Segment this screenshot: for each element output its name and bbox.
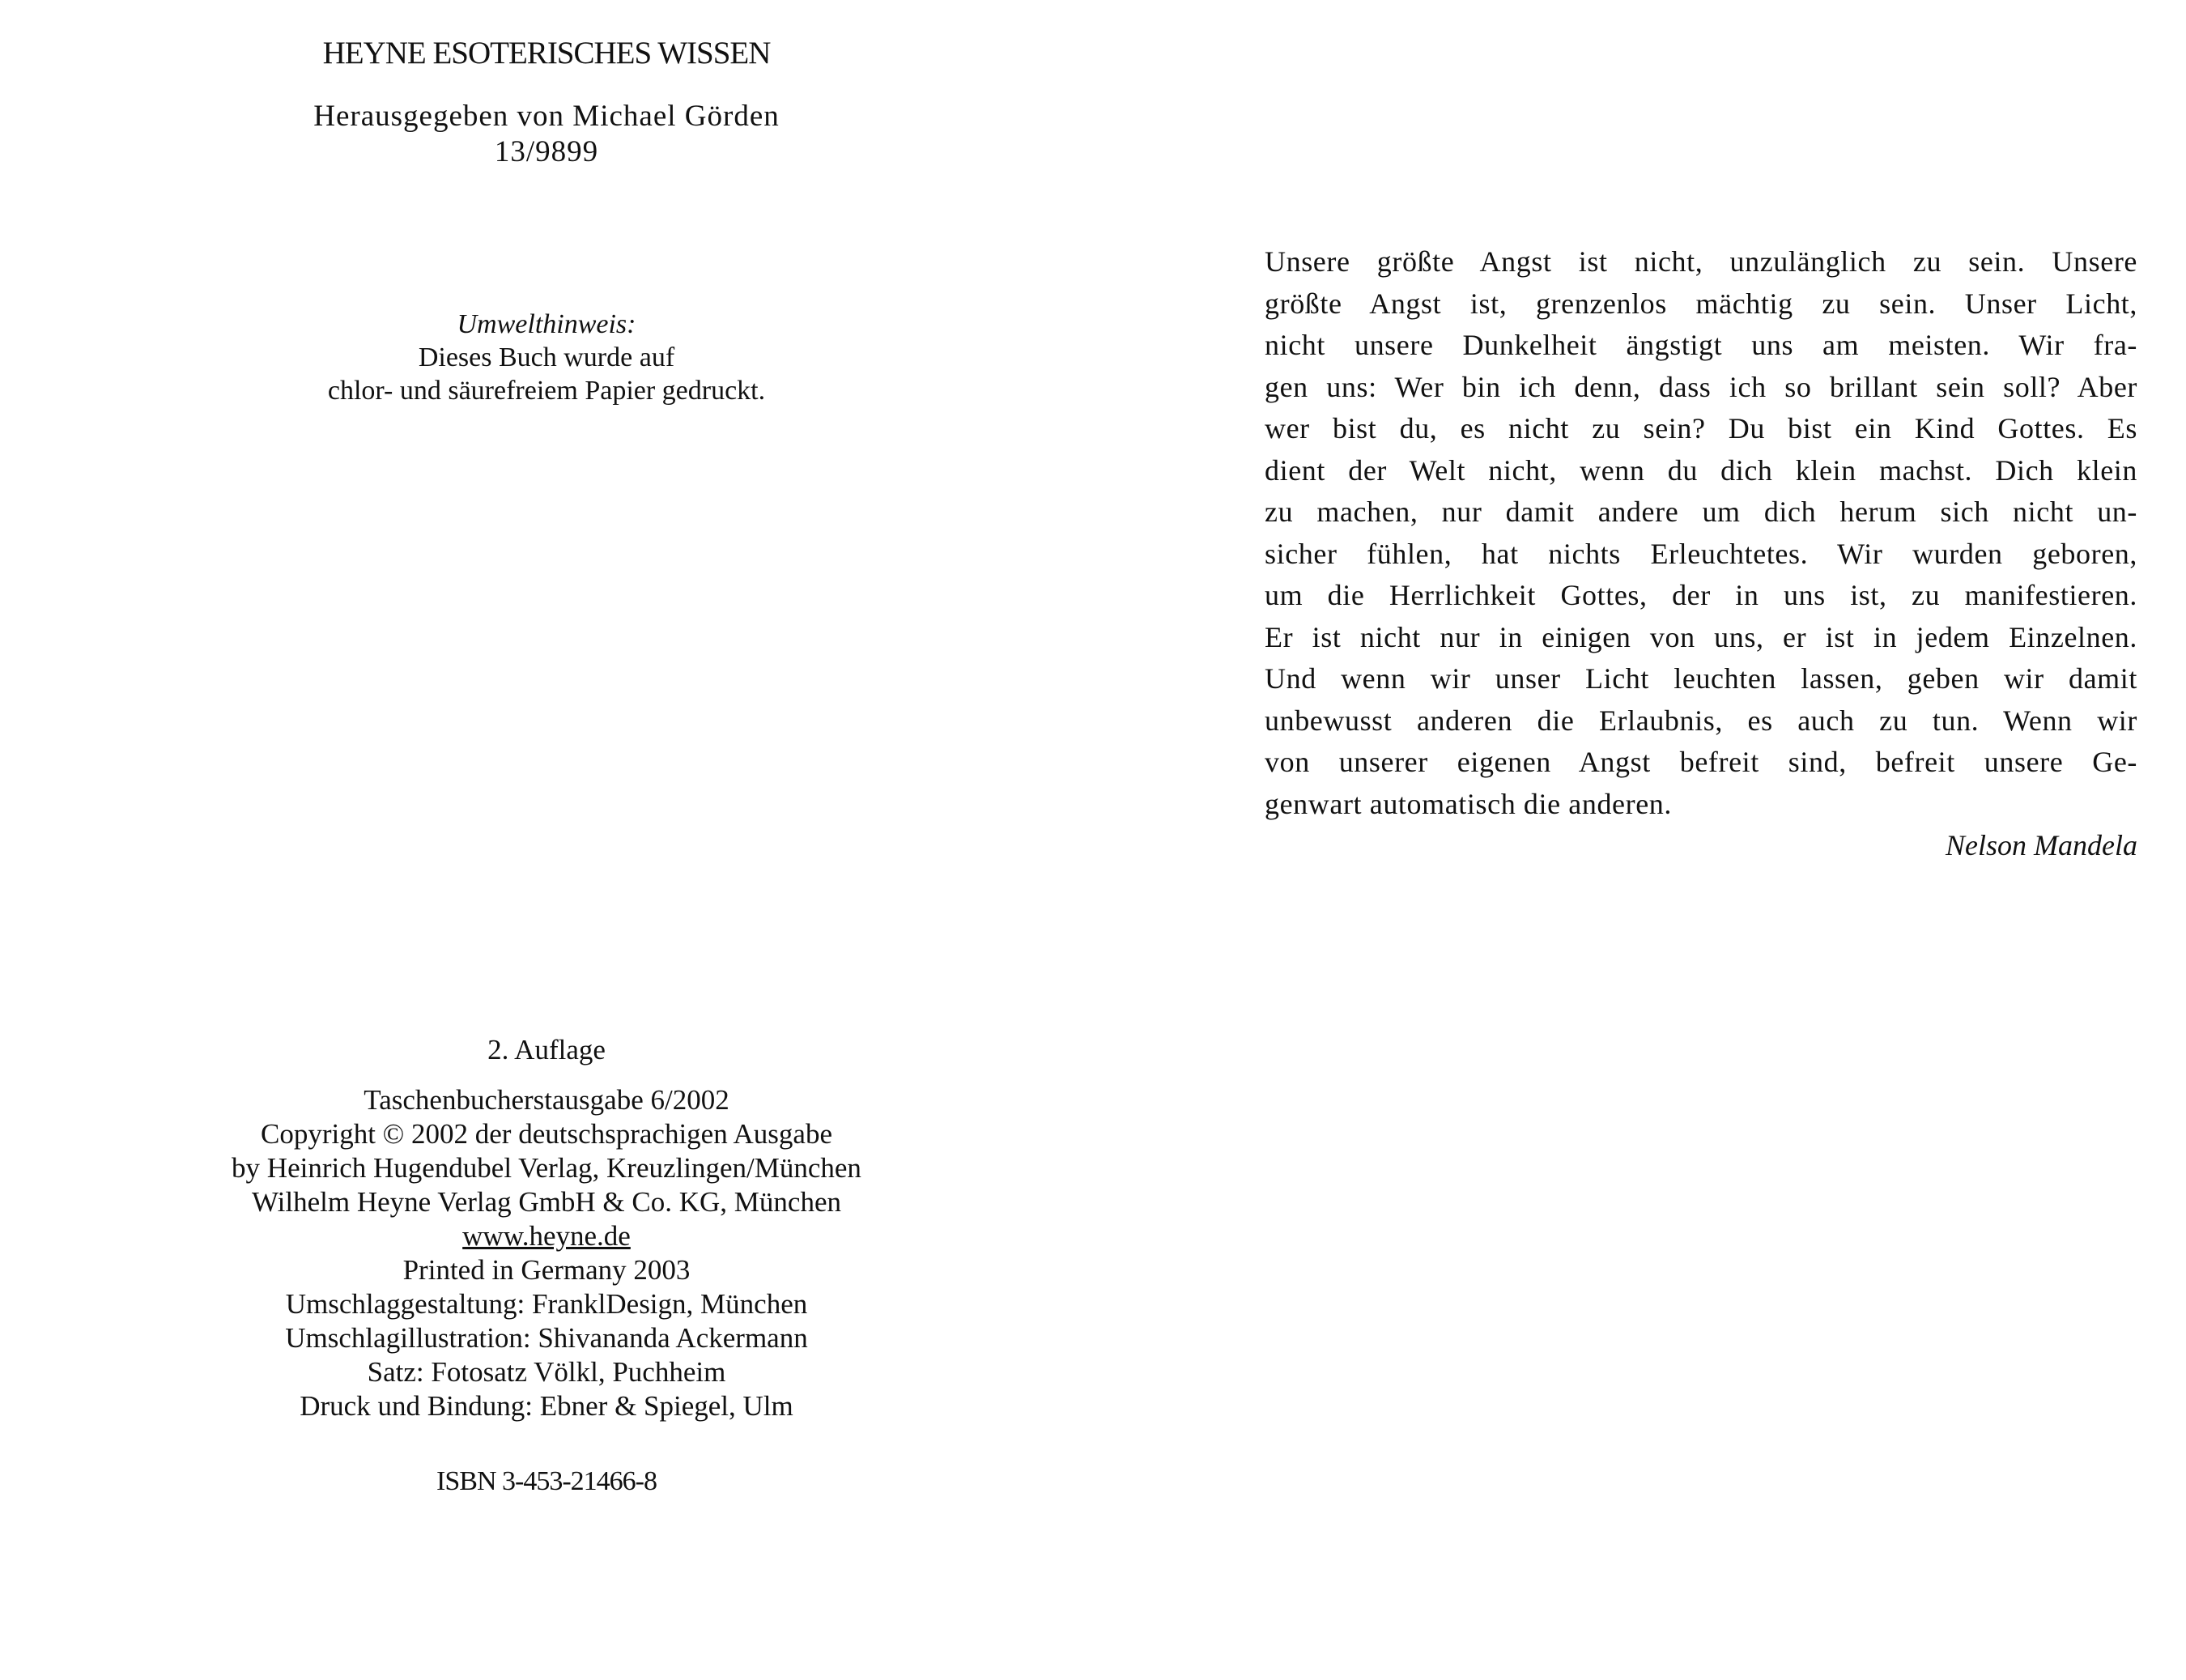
series-title: HEYNE ESOTERISCHES WISSEN <box>322 36 771 70</box>
quote-line: Er ist nicht nur in einigen von uns, er ist in jedem Einzelnen. <box>1265 620 2137 653</box>
quote-line: wer bist du, es nicht zu sein? Du bist ein Kind Gottes. Es <box>1265 412 2137 444</box>
quote-line: gen uns: Wer bin ich denn, dass ich so brillant sein soll? Aber <box>1265 370 2137 403</box>
imprint-line: Taschenbucherstausgabe 6/2002 <box>364 1084 729 1116</box>
quote-text <box>1265 241 2137 825</box>
imprint-line: Umschlaggestaltung: FranklDesign, München <box>285 1288 808 1320</box>
quote-line: unbewusst anderen die Erlaubnis, es auch zu tun. Wenn wir <box>1265 704 2137 737</box>
imprint-line: by Heinrich Hugendubel Verlag, Kreuzlingen/München <box>232 1152 861 1184</box>
eco-notice-line: Dieses Buch wurde auf <box>418 342 675 372</box>
eco-notice-heading: Umwelthinweis: <box>457 309 636 339</box>
imprint-line: Druck und Bindung: Ebner & Spiegel, Ulm <box>300 1390 793 1422</box>
website-link-wrapper <box>0 1219 1093 1253</box>
quote-line: genwart automatisch die anderen. <box>1265 787 1673 820</box>
website-link[interactable]: www.heyne.de <box>462 1220 631 1252</box>
quote-line: Und wenn wir unser Licht leuchten lassen, geben wir damit <box>1265 662 2137 695</box>
editor-credit: Herausgegeben von Michael Görden <box>313 100 780 133</box>
quote-line: dient der Welt nicht, wenn du dich klein machst. Dich klein <box>1265 453 2137 487</box>
quote-line: von unserer eigenen Angst befreit sind, befreit unsere Ge- <box>1265 746 2137 778</box>
imprint-line: Satz: Fotosatz Völkl, Puchheim <box>367 1356 726 1388</box>
imprint-line: Wilhelm Heyne Verlag GmbH & Co. KG, München <box>252 1186 841 1218</box>
right-page <box>1093 0 2186 1680</box>
quote-line: zu machen, nur damit andere um dich herum sich nicht un- <box>1265 495 2137 528</box>
isbn: ISBN 3-453-21466-8 <box>436 1466 657 1496</box>
imprint-line: Umschlagillustration: Shivananda Ackermann <box>285 1322 808 1354</box>
eco-notice-line: chlor- und säurefreiem Papier gedruckt. <box>327 376 766 406</box>
imprint-line: Printed in Germany 2003 <box>402 1254 691 1286</box>
imprint-line: Copyright © 2002 der deutschsprachigen Ausgabe <box>260 1118 833 1150</box>
quote-line: sicher fühlen, hat nichts Erleuchtetes. Wir wurden geboren, <box>1265 537 2137 570</box>
edition-label: 2. Auflage <box>487 1034 606 1065</box>
quote-line: nicht unsere Dunkelheit ängstigt uns am meisten. Wir fra- <box>1265 329 2137 361</box>
editor-block <box>0 99 1093 170</box>
quote-line: größte Angst ist, grenzenlos mächtig zu sein. Unser Licht, <box>1265 287 2137 320</box>
imprint-block <box>0 1083 1093 1423</box>
quote-line: um die Herrlichkeit Gottes, der in uns ist, zu manifestieren. <box>1265 579 2137 611</box>
quote-line: Unsere größte Angst ist nicht, unzulänglich zu sein. Unsere <box>1265 245 2137 278</box>
quote-author: Nelson Mandela <box>1946 829 2137 861</box>
series-number: 13/9899 <box>494 135 599 168</box>
eco-notice <box>0 308 1093 407</box>
